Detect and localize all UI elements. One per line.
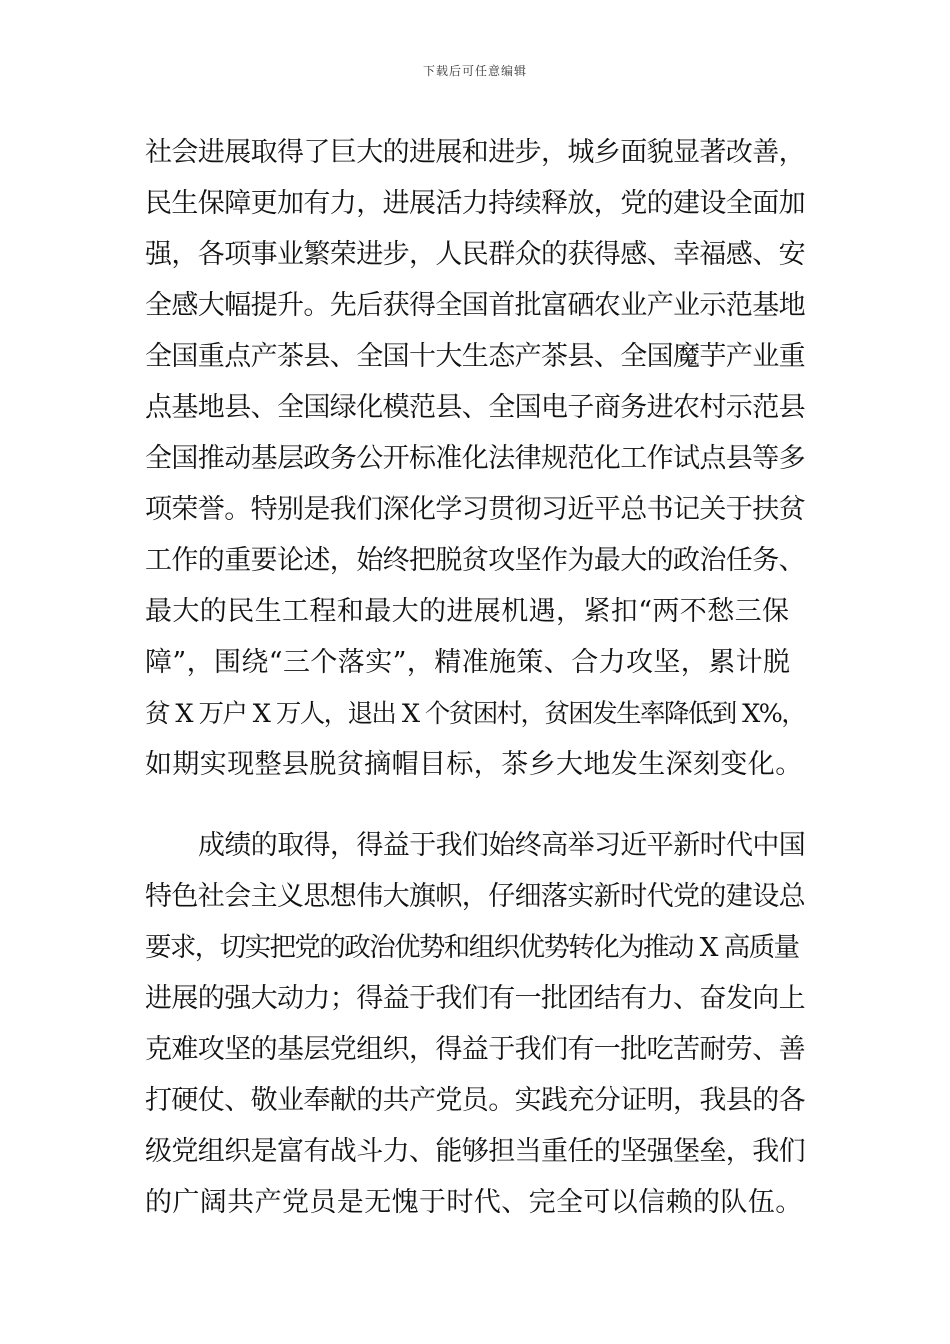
paragraph-line: 障”，围绕“三个落实”，精准施策、合力攻坚，累计脱: [145, 647, 791, 678]
paragraph-line: 特色社会主义思想伟大旗帜，仔细落实新时代党的建设总: [145, 881, 805, 912]
paragraph-line: 成绩的取得，得益于我们始终高举习近平新时代中国: [198, 830, 806, 861]
paragraph-line: 全国推动基层政务公开标准化法律规范化工作试点县等多: [145, 443, 805, 474]
paragraph-line: 点基地县、全国绿化模范县、全国电子商务进农村示范县: [145, 392, 805, 423]
paragraph-line: 全国重点产茶县、全国十大生态产茶县、全国魔芋产业重: [145, 341, 805, 372]
paragraph-line: 进展的强大动力；得益于我们有一批团结有力、奋发向上: [145, 983, 805, 1014]
paragraph-line: 如期实现整县脱贫摘帽目标，茶乡大地发生深刻变化。: [145, 749, 803, 780]
paragraph-line: 全感大幅提升。先后获得全国首批富硒农业产业示范基地: [145, 290, 805, 321]
paragraph-line: 项荣誉。特别是我们深化学习贯彻习近平总书记关于扶贫: [145, 494, 805, 525]
paragraph-line: 打硬仗、敬业奉献的共产党员。实践充分证明，我县的各: [145, 1085, 805, 1116]
paragraph-line: 社会进展取得了巨大的进展和进步，城乡面貌显著改善，: [145, 137, 805, 168]
paragraph-line: 克难攻坚的基层党组织，得益于我们有一批吃苦耐劳、善: [145, 1034, 805, 1065]
paragraph-line: 要求，切实把党的政治优势和组织优势转化为推动 X 高质量: [145, 932, 799, 963]
paragraph-line: 民生保障更加有力，进展活力持续释放，党的建设全面加: [145, 188, 805, 219]
paragraph-line: 级党组织是富有战斗力、能够担当重任的坚强堡垒，我们: [145, 1136, 805, 1167]
paragraph-line: 强，各项事业繁荣进步，人民群众的获得感、幸福感、安: [145, 239, 805, 270]
paragraph-line: 最大的民生工程和最大的进展机遇，紧扣“两不愁三保: [145, 596, 790, 627]
paragraph-line: 的广阔共产党员是无愧于时代、完全可以信赖的队伍。: [145, 1187, 803, 1218]
page-header: 下载后可任意编辑: [422, 64, 527, 78]
paragraph-line: 工作的重要论述，始终把脱贫攻坚作为最大的政治任务、: [145, 545, 805, 576]
paragraph-line: 贫 X 万户 X 万人，退出 X 个贫困村，贫困发生率降低到 X%，: [145, 699, 806, 729]
